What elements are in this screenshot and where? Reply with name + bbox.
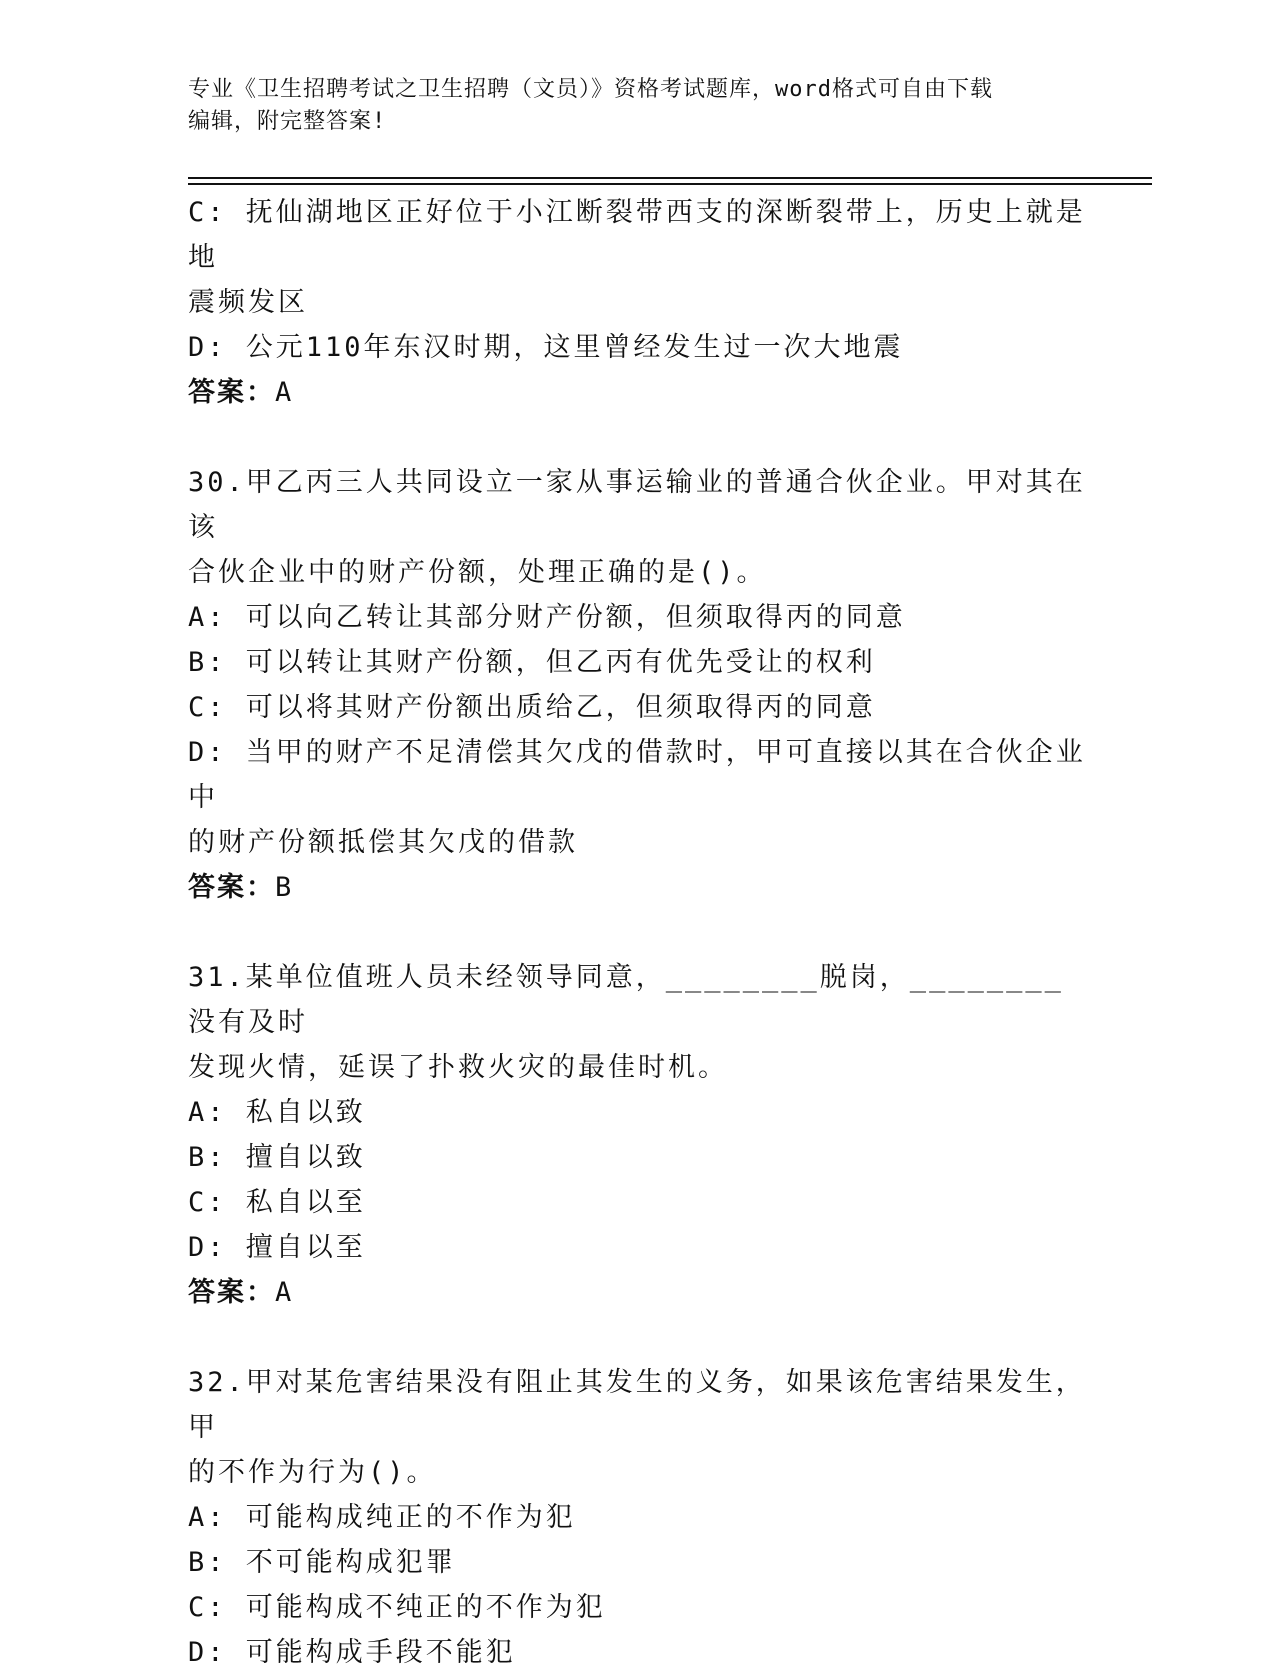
question-list [188,190,1088,1675]
answer [188,370,1088,415]
option-a: A: 私自以致 [188,1097,366,1128]
question-stem-line-2: 合伙企业中的财产份额，处理正确的是()。 [188,557,767,588]
question-stem-line-2: 发现火情，延误了扑救火灾的最佳时机。 [188,1052,728,1083]
option-d-line-1: D: 当甲的财产不足清偿其欠戊的借款时，甲可直接以其在合伙企业中 [188,737,1086,813]
option-b: B: 擅自以致 [188,1142,366,1173]
answer [188,865,1088,910]
option-c: C: 可能构成不纯正的不作为犯 [188,1592,606,1623]
answer-value: B [275,872,294,903]
option-c-line-2: 震频发区 [188,287,308,318]
question-stem-line-2: 的不作为行为()。 [188,1457,437,1488]
question-31 [188,955,1088,1315]
answer-label: 答案： [188,872,275,903]
answer [188,1270,1088,1315]
option-c: C: 可以将其财产份额出质给乙，但须取得丙的同意 [188,692,876,723]
question-32 [188,1360,1088,1675]
option-b: B: 不可能构成犯罪 [188,1547,456,1578]
header-line-1: 专业《卫生招聘考试之卫生招聘（文员）》资格考试题库，word格式可自由下载 [188,77,993,102]
option-d-line-2: 的财产份额抵偿其欠戊的借款 [188,827,578,858]
option-d: D: 擅自以至 [188,1232,366,1263]
spacer [188,910,1088,955]
question-stem-line-1: 31.某单位值班人员未经领导同意，________脱岗，________没有及时 [188,962,1064,1038]
header-divider-top [188,177,1152,179]
spacer [188,415,1088,460]
option-d: D: 公元110年东汉时期，这里曾经发生过一次大地震 [188,332,904,363]
header-divider-bottom [188,183,1152,185]
question-30 [188,460,1088,910]
option-b: B: 可以转让其财产份额，但乙丙有优先受让的权利 [188,647,876,678]
answer-label: 答案： [188,377,275,408]
question-stem-line-1: 32.甲对某危害结果没有阻止其发生的义务，如果该危害结果发生，甲 [188,1367,1086,1443]
option-c: C: 私自以至 [188,1187,366,1218]
answer-label: 答案： [188,1277,275,1308]
option-c-line-1: C: 抚仙湖地区正好位于小江断裂带西支的深断裂带上，历史上就是地 [188,197,1086,273]
answer-value: A [275,377,294,408]
option-a: A: 可能构成纯正的不作为犯 [188,1502,576,1533]
option-a: A: 可以向乙转让其部分财产份额，但须取得丙的同意 [188,602,906,633]
spacer [188,1315,1088,1360]
question-stem-line-1: 30.甲乙丙三人共同设立一家从事运输业的普通合伙企业。甲对其在该 [188,467,1086,543]
option-d: D: 可能构成手段不能犯 [188,1637,516,1668]
question-29 [188,190,1088,415]
answer-value: A [275,1277,294,1308]
header-line-2: 编辑，附完整答案! [188,109,387,134]
document-header [188,74,1068,138]
